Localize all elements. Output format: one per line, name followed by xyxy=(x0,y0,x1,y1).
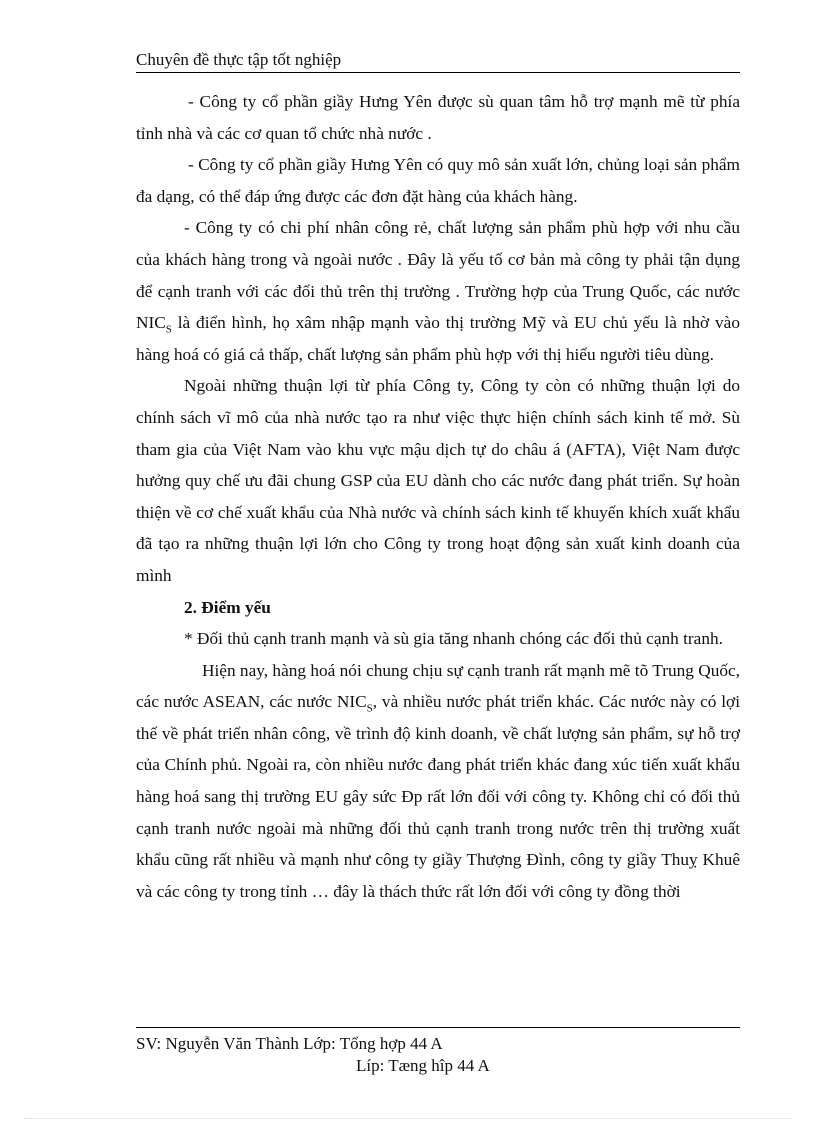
section-heading: 2. Điểm yếu xyxy=(184,597,271,617)
footer-class-info: Líp: Tæng hîp 44 A xyxy=(356,1056,490,1075)
paragraph-3-text-a: - Công ty có chi phí nhân công rẻ, chất lượng sản phẩm phù hợp với nhu cầu của khách hàng trong và ngoài nước . Đây là yếu tố cơ bản mà công ty phải tận dụng để cạnh tranh với các đối thủ trên thị trường . Trường hợp của Trung Quốc, các nước NIC xyxy=(136,218,740,333)
footer-student-info: SV: Nguyễn Văn Thành Lớp: Tổng hợp 44 A xyxy=(136,1034,443,1053)
subscript-s: S xyxy=(165,323,172,336)
page-header xyxy=(136,48,740,73)
header-title: Chuyên đề thực tập tốt nghiệp xyxy=(136,50,342,69)
paragraph-5: * Đối thủ cạnh tranh mạnh và sù gia tăng nhanh chóng các đối thủ cạnh tranh. xyxy=(184,629,723,649)
page-bottom-dotted-border xyxy=(24,1118,792,1119)
paragraph-1: - Công ty cổ phần giầy Hưng Yên được sù quan tâm hỗ trợ mạnh mẽ từ phía tỉnh nhà và các cơ quan tổ chức nhà nước . xyxy=(136,92,740,143)
paragraph-3 xyxy=(136,212,740,370)
document-body xyxy=(136,86,740,907)
paragraph-6 xyxy=(136,655,740,908)
footer-divider xyxy=(136,1027,740,1028)
paragraph-2: - Công ty cổ phần giầy Hưng Yên có quy mô sản xuất lớn, chủng loại sản phẩm đa dạng, có thể đáp ứng được các đơn đặt hàng của khách hàng. xyxy=(136,155,740,206)
paragraph-6-text-a: Hiện nay, hàng hoá nói chung chịu sự cạnh tranh rất mạnh mẽ tõ Trung Quốc, các nước ASEAN, các nước NIC xyxy=(136,660,740,712)
subscript-s-2: S xyxy=(366,702,373,715)
paragraph-3-text-b: là điển hình, họ xâm nhập mạnh vào thị trường Mỹ và EU chủ yếu là nhờ vào hàng hoá có giá cả thấp, chất lượng sản phẩm phù hợp với thị hiếu người tiêu dùng. xyxy=(136,313,740,364)
paragraph-6-text-b: , và nhiều nước phát triển khác. Các nước này có lợi thế về phát triển nhân công, về trình độ kinh doanh, về chất lượng sản phẩm, sự hỗ trợ của Chính phủ. Ngoài ra, còn nhiều nước đang phát triển khác đang xúc tiến xuất khẩu hàng hoá sang thị trường EU gây sức Ðp rất lớn đối với công ty. Không chỉ có đối thủ cạnh tranh nước ngoài mà những đối thủ cạnh tranh trong nước trên thị trường xuất khẩu cũng rất nhiều và mạnh như công ty giầy Thượng Đình, công ty giầy Thuỵ Khuê và các công ty trong tỉnh … đây là thách thức rất lớn đối với công ty đồng thời xyxy=(136,692,740,901)
paragraph-4: Ngoài những thuận lợi từ phía Công ty, Công ty còn có những thuận lợi do chính sách vĩ mô của nhà nước tạo ra như việc thực hiện chính sách kinh tế mở. Sù tham gia của Việt Nam vào khu vực mậu dịch tự do châu á (AFTA), Việt Nam được hưởng quy chế ưu đãi chung GSP của EU dành cho các nước đang phát triển. Sự hoàn thiện về cơ chế xuất khẩu của Nhà nước và chính sách kinh tế khuyến khích xuất khẩu đã tạo ra những thuận lợi lớn cho Công ty trong hoạt động sản xuất kinh doanh của mình xyxy=(136,376,740,585)
